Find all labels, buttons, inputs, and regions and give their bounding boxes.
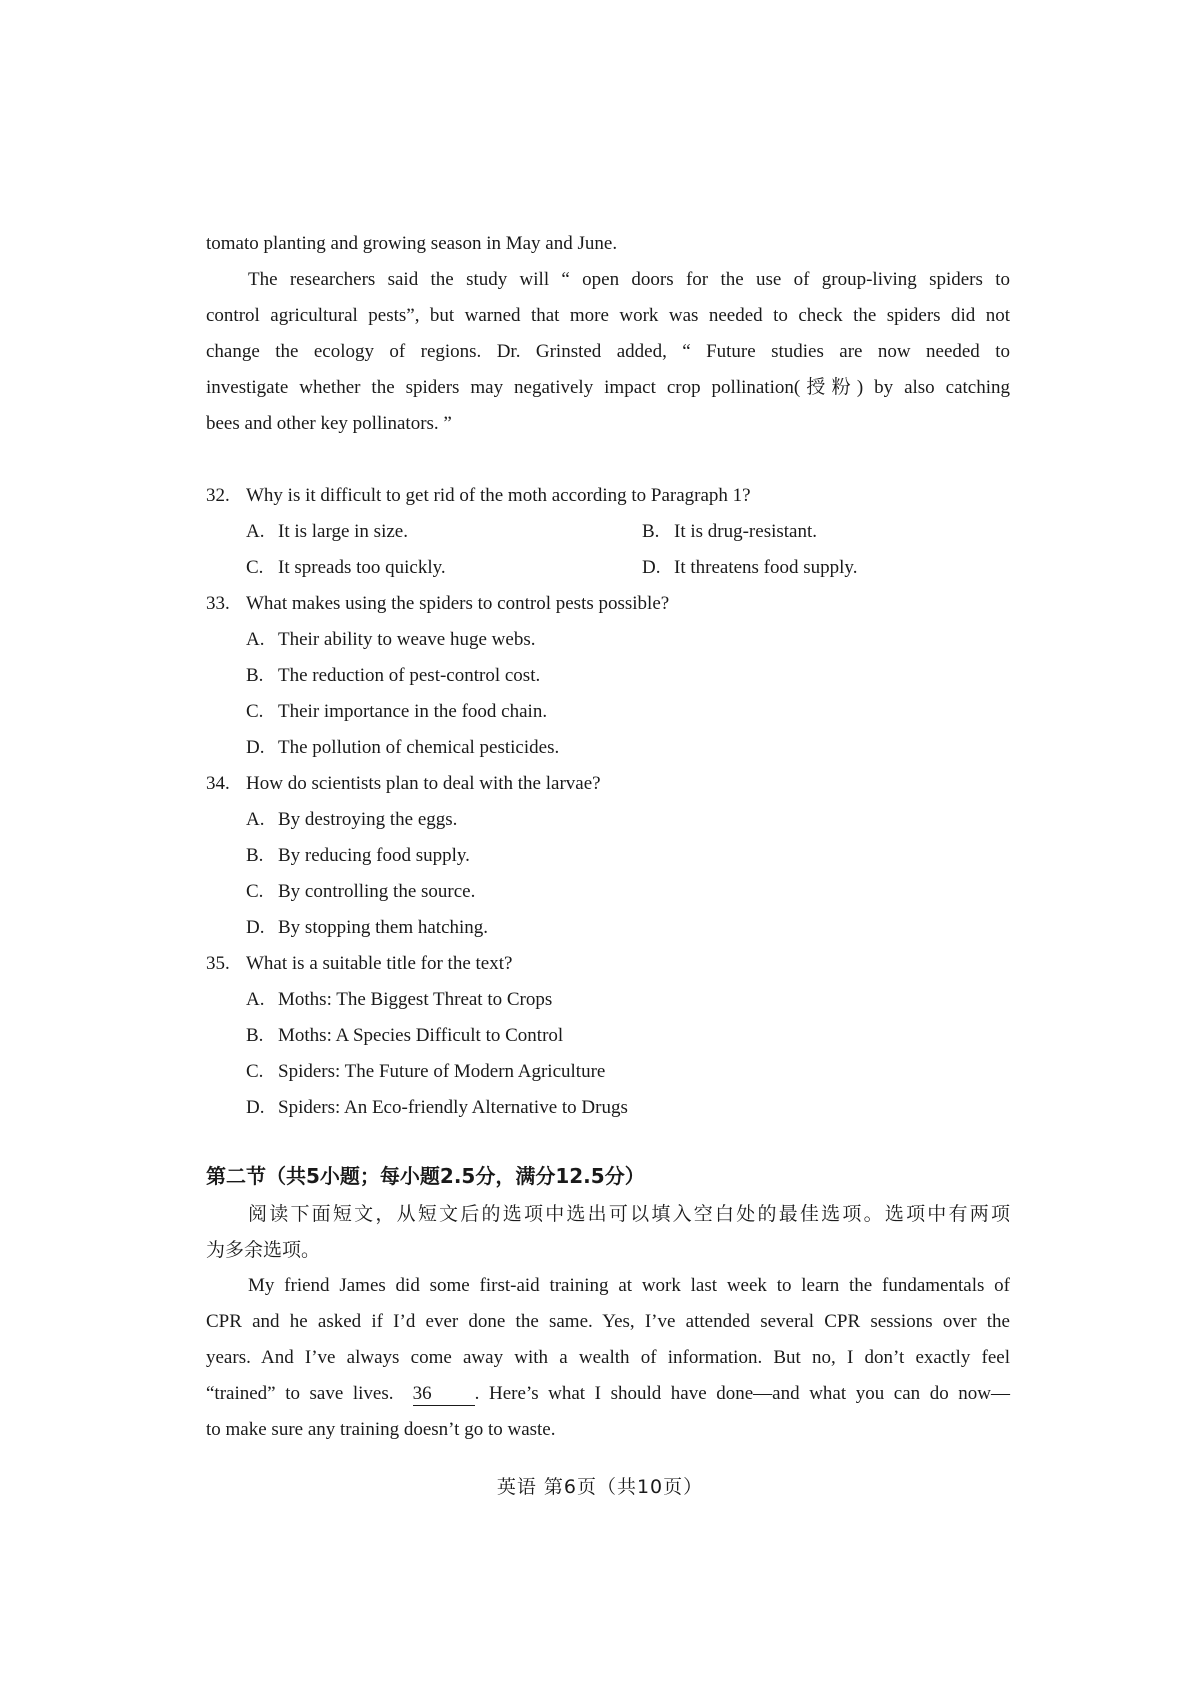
option-32a: [246, 514, 408, 550]
option-text: By controlling the source.: [278, 881, 476, 902]
option-letter: A.: [246, 989, 265, 1010]
option-34d: [246, 910, 488, 946]
answer-blank-36: 36: [413, 1383, 475, 1406]
option-text: Moths: The Biggest Threat to Crops: [278, 989, 553, 1010]
option-text: By stopping them hatching.: [278, 917, 489, 938]
option-text: Their importance in the food chain.: [278, 701, 548, 722]
passage-text: “trained” to save lives.: [206, 1383, 394, 1404]
passage-line: [206, 1376, 1010, 1412]
passage-text: . Here’s what I should have done—and what you can do now—: [474, 1383, 1011, 1404]
option-text: By reducing food supply.: [278, 845, 470, 866]
section-instructions: [206, 1196, 1010, 1268]
option-text: Spiders: The Future of Modern Agriculture: [278, 1061, 606, 1082]
option-letter: D.: [642, 557, 661, 578]
passage-line: years. And I’ve always come away with a wealth of information. But no, I don’t exactly feel: [206, 1347, 1010, 1368]
question-number: 34.: [206, 773, 230, 794]
option-32d: [642, 550, 857, 586]
option-35c: [246, 1054, 605, 1090]
option-34a: [246, 802, 457, 838]
question-number: 33.: [206, 593, 230, 614]
page-footer: 英语 第6页（共10页）: [496, 1476, 704, 1498]
passage-line: control agricultural pests”, but warned that more work was needed to check the spiders did not: [206, 305, 1010, 326]
option-letter: C.: [246, 881, 264, 902]
passage-line: CPR and he asked if I’d ever done the same. Yes, I’ve attended several CPR sessions over the: [206, 1311, 1010, 1332]
option-35d: [246, 1090, 628, 1126]
passage-line: tomato planting and growing season in May and June.: [206, 233, 618, 254]
option-text: By destroying the eggs.: [278, 809, 458, 830]
question-stem: Why is it difficult to get rid of the moth according to Paragraph 1?: [246, 485, 751, 506]
option-34b: [246, 838, 470, 874]
passage-line: to make sure any training doesn’t go to waste.: [206, 1419, 556, 1440]
passage-line: bees and other key pollinators. ”: [206, 413, 452, 434]
question-number: 35.: [206, 953, 230, 974]
option-letter: C.: [246, 701, 264, 722]
option-35b: [246, 1018, 563, 1054]
question-stem: What is a suitable title for the text?: [246, 953, 513, 974]
option-32c: [246, 550, 446, 586]
question-stem: What makes using the spiders to control pests possible?: [246, 593, 670, 614]
option-letter: B.: [246, 665, 264, 686]
cloze-passage: [206, 1268, 1010, 1448]
question-34: [206, 766, 601, 802]
option-letter: D.: [246, 917, 265, 938]
question-number: 32.: [206, 485, 230, 506]
option-letter: A.: [246, 521, 265, 542]
option-letter: A.: [246, 809, 265, 830]
passage-line: The researchers said the study will “ open doors for the use of group-living spiders to: [248, 269, 1010, 290]
option-letter: B.: [246, 845, 264, 866]
option-text: Moths: A Species Difficult to Control: [278, 1025, 564, 1046]
passage-line: My friend James did some first-aid training at work last week to learn the fundamentals of: [248, 1275, 1010, 1296]
option-text: It is drug-resistant.: [674, 521, 818, 542]
passage-line: change the ecology of regions. Dr. Grinsted added, “ Future studies are now needed to: [206, 341, 1010, 362]
option-text: It threatens food supply.: [674, 557, 858, 578]
option-33a: [246, 622, 535, 658]
passage-ending: [206, 226, 1010, 442]
option-33b: [246, 658, 540, 694]
question-35: [206, 946, 512, 982]
option-letter: D.: [246, 1097, 265, 1118]
question-32: [206, 478, 751, 514]
option-text: The pollution of chemical pesticides.: [278, 737, 560, 758]
section-heading: 第二节（共5小题；每小题2.5分，满分12.5分）: [206, 1164, 645, 1188]
option-letter: D.: [246, 737, 265, 758]
option-letter: B.: [642, 521, 660, 542]
question-33: [206, 586, 669, 622]
passage-line: investigate whether the spiders may negatively impact crop pollination(授粉) by also catching: [206, 377, 1010, 398]
option-33c: [246, 694, 547, 730]
option-text: Their ability to weave huge webs.: [278, 629, 536, 650]
option-35a: [246, 982, 552, 1018]
option-32b: [642, 514, 817, 550]
option-34c: [246, 874, 475, 910]
question-stem: How do scientists plan to deal with the larvae?: [246, 773, 601, 794]
instruction-line: 为多余选项。: [206, 1239, 321, 1261]
option-33d: [246, 730, 559, 766]
option-letter: C.: [246, 1061, 264, 1082]
option-letter: B.: [246, 1025, 264, 1046]
option-text: Spiders: An Eco-friendly Alternative to Drugs: [278, 1097, 628, 1118]
instruction-line: 阅读下面短文，从短文后的选项中选出可以填入空白处的最佳选项。选项中有两项: [248, 1203, 1010, 1225]
option-letter: C.: [246, 557, 264, 578]
option-text: It spreads too quickly.: [278, 557, 446, 578]
option-letter: A.: [246, 629, 265, 650]
option-text: It is large in size.: [278, 521, 408, 542]
option-text: The reduction of pest-control cost.: [278, 665, 541, 686]
